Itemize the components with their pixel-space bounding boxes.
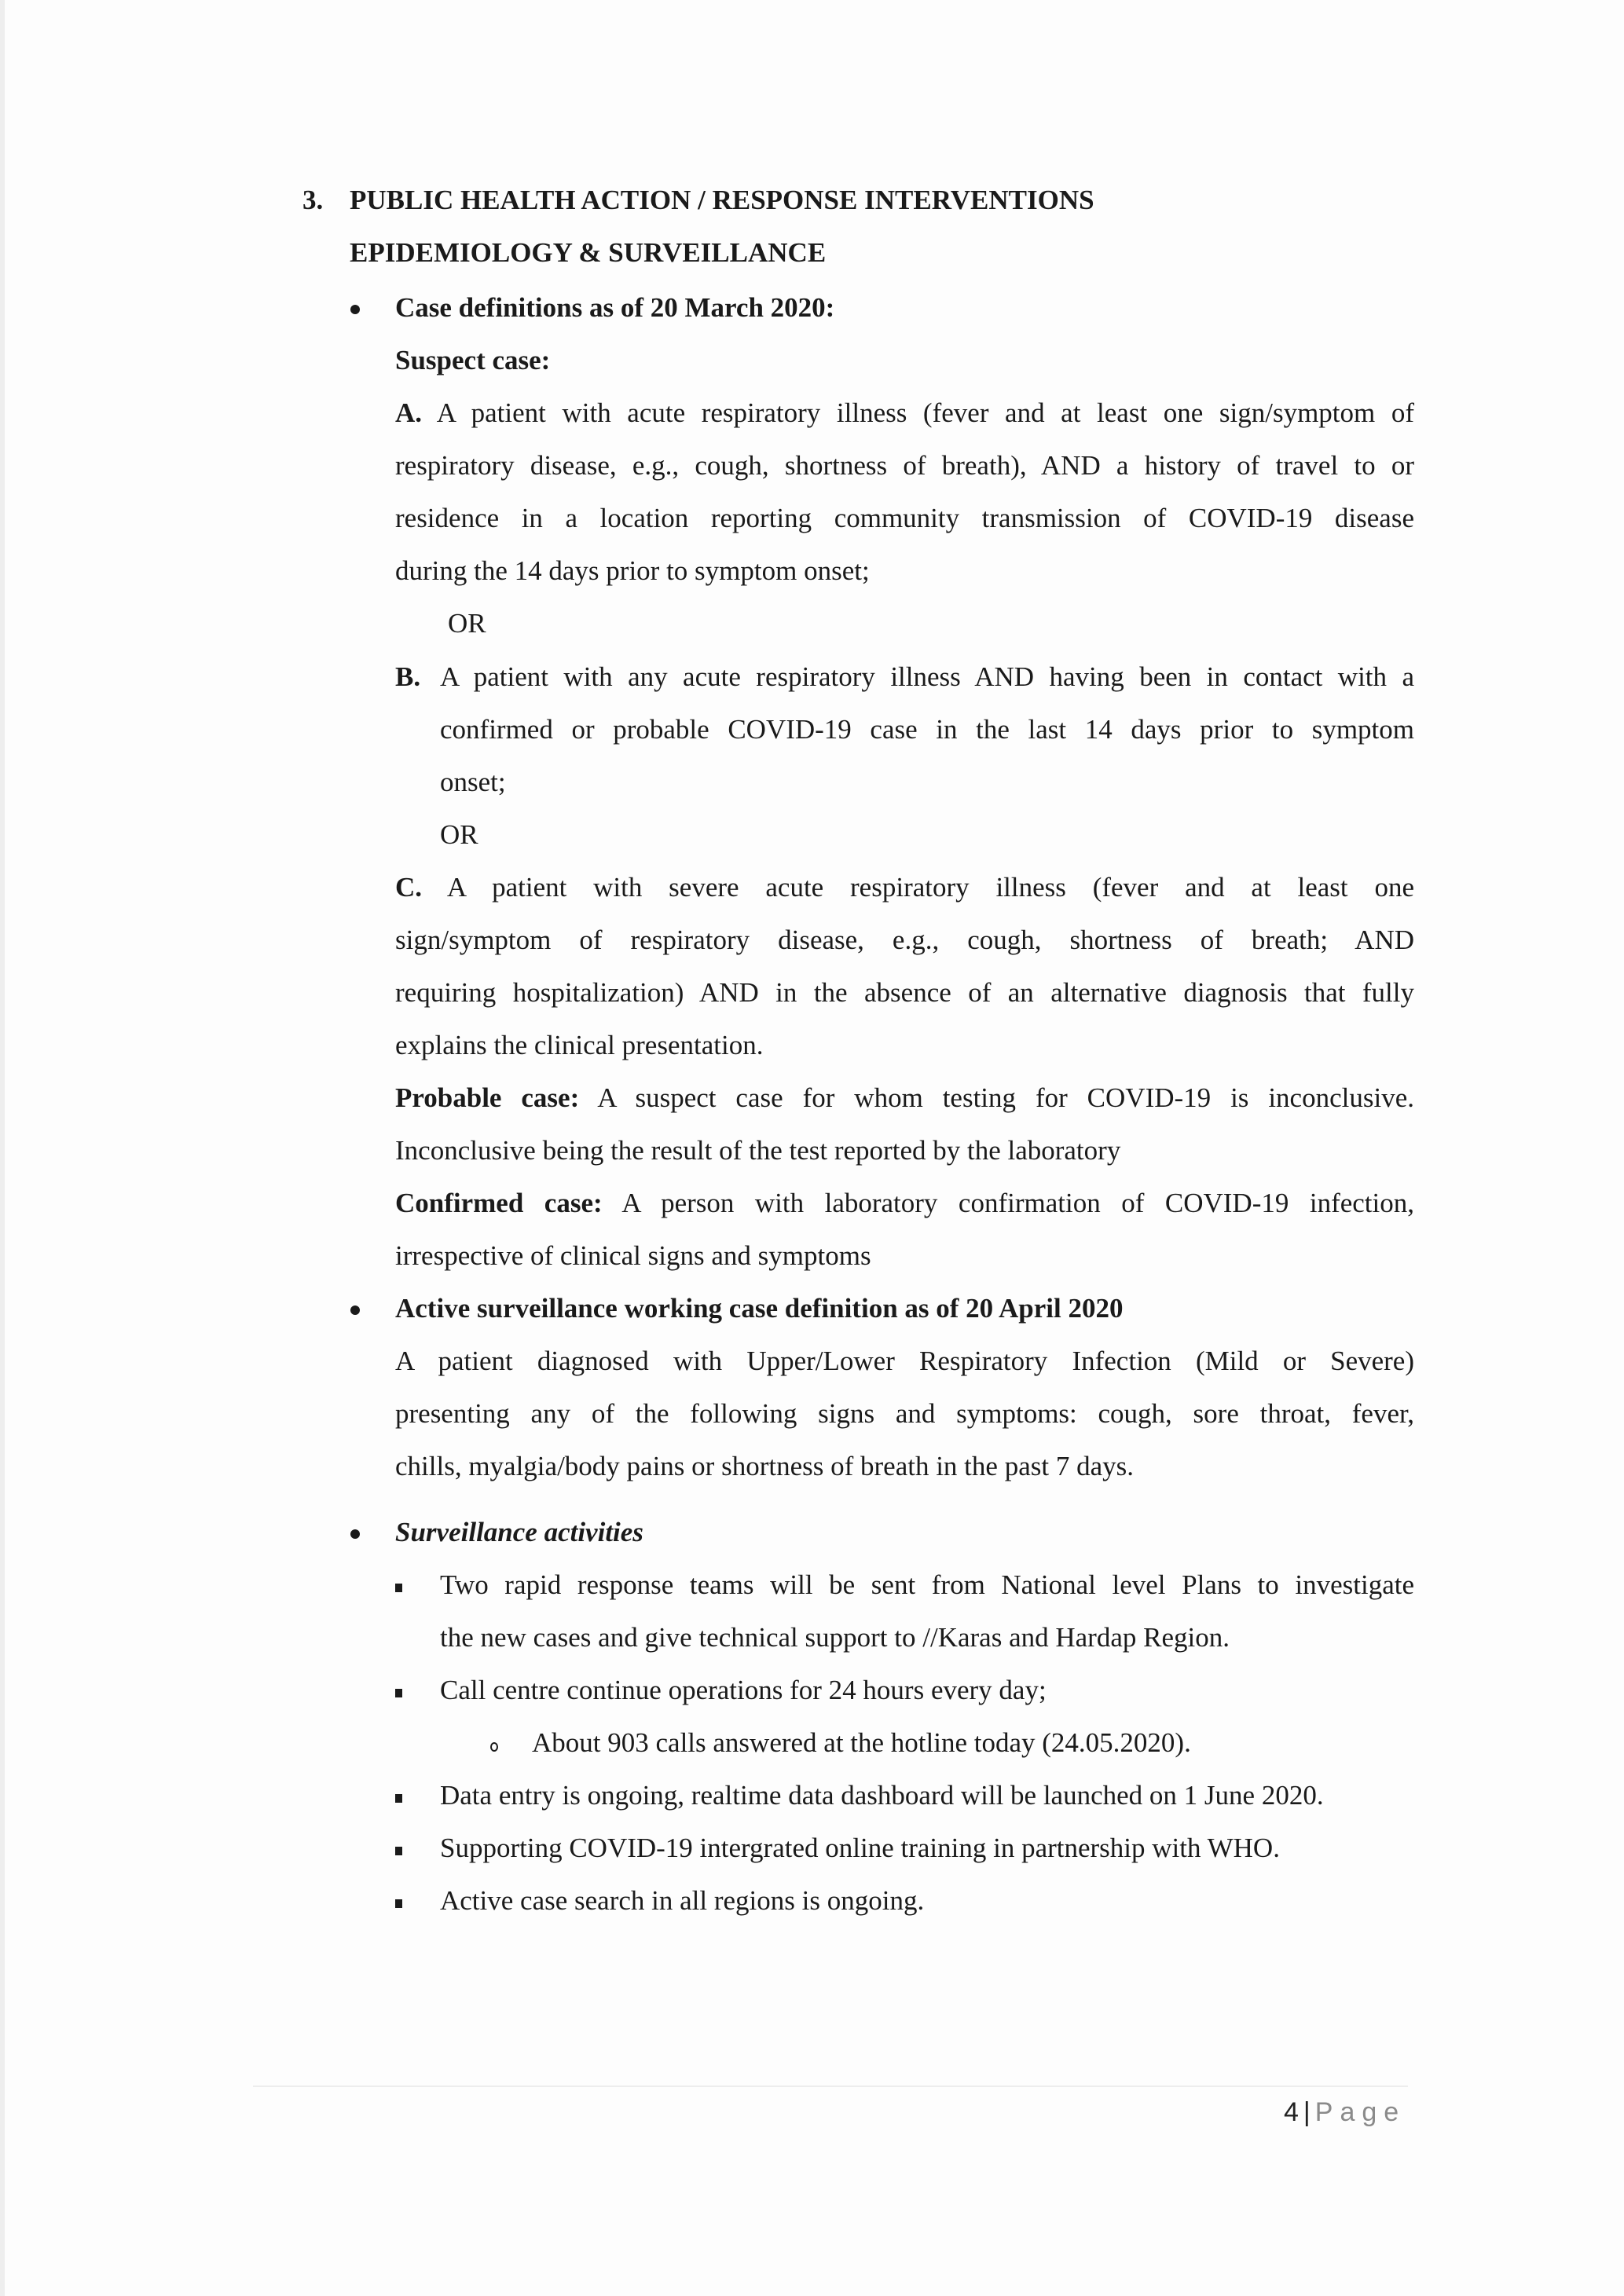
probable-case-line: Inconclusive being the result of the test reported by the laboratory: [395, 1135, 1121, 1166]
bullet-icon: [350, 1529, 360, 1539]
active-surveillance-heading: Active surveillance working case definition as of 20 April 2020: [395, 1293, 1124, 1324]
footer-divider: [253, 2085, 1408, 2087]
definition-b-line: A patient with any acute respiratory illness AND having been in contact with a: [440, 661, 1414, 692]
active-surveillance-line: chills, myalgia/body pains or shortness of breath in the past 7 days.: [395, 1451, 1134, 1481]
definition-a-line: respiratory disease, e.g., cough, shortness of breath), AND a history of travel to or: [395, 450, 1414, 481]
probable-case-line: Probable case: A suspect case for whom testing for COVID-19 is inconclusive.: [395, 1082, 1414, 1113]
activity-item: Supporting COVID-19 intergrated online training in partnership with WHO.: [440, 1833, 1280, 1863]
activity-item: Data entry is ongoing, realtime data dashboard will be launched on 1 June 2020.: [440, 1780, 1324, 1811]
definition-a-line: residence in a location reporting community transmission of COVID-19 disease: [395, 503, 1414, 533]
definition-c-line: sign/symptom of respiratory disease, e.g., cough, shortness of breath; AND: [395, 925, 1414, 955]
square-bullet-icon: [395, 1899, 402, 1908]
definition-a-line: A. A patient with acute respiratory illness (fever and at least one sign/symptom of: [395, 397, 1414, 428]
page-number: 4: [1284, 2097, 1299, 2127]
section-title: PUBLIC HEALTH ACTION / RESPONSE INTERVENTIONS: [350, 185, 1094, 215]
section-number: 3.: [302, 185, 324, 215]
activity-item: the new cases and give technical support to //Karas and Hardap Region.: [440, 1622, 1230, 1653]
activity-item: Call centre continue operations for 24 hours every day;: [440, 1675, 1047, 1705]
square-bullet-icon: [395, 1584, 402, 1592]
definition-a-marker: A.: [395, 397, 423, 428]
case-definitions-heading: Case definitions as of 20 March 2020:: [395, 292, 835, 323]
or-separator: OR: [440, 819, 478, 850]
or-separator: OR: [448, 608, 486, 639]
square-bullet-icon: [395, 1689, 402, 1697]
definition-a-line: during the 14 days prior to symptom onset;: [395, 555, 870, 586]
probable-case-label: Probable case:: [395, 1082, 580, 1113]
activity-subitem: About 903 calls answered at the hotline today (24.05.2020).: [532, 1727, 1191, 1758]
definition-c-line: C. A patient with severe acute respiratory illness (fever and at least one: [395, 872, 1414, 903]
page-footer: [1284, 2095, 1406, 2129]
confirmed-case-line: irrespective of clinical signs and symptoms: [395, 1240, 871, 1271]
page-separator: |: [1303, 2097, 1311, 2127]
definition-b-line: onset;: [440, 767, 506, 797]
activity-item: Two rapid response teams will be sent from National level Plans to investigate: [440, 1569, 1414, 1600]
active-surveillance-line: presenting any of the following signs and symptoms: cough, sore throat, fever,: [395, 1398, 1414, 1429]
definition-c-marker: C.: [395, 872, 423, 903]
definition-c-line: explains the clinical presentation.: [395, 1030, 764, 1060]
definition-b-marker: B.: [395, 661, 421, 692]
square-bullet-icon: [395, 1794, 402, 1803]
square-bullet-icon: [395, 1847, 402, 1855]
confirmed-case-label: Confirmed case:: [395, 1188, 603, 1218]
surveillance-activities-heading: Surveillance activities: [395, 1517, 643, 1547]
activity-item: Active case search in all regions is ongoing.: [440, 1885, 925, 1916]
scan-page-edge: [0, 0, 5, 2296]
section-subtitle: EPIDEMIOLOGY & SURVEILLANCE: [350, 237, 827, 268]
page-label: Page: [1314, 2097, 1406, 2127]
bullet-icon: [350, 305, 360, 314]
circle-bullet-icon: [490, 1742, 498, 1752]
confirmed-case-line: Confirmed case: A person with laboratory confirmation of COVID-19 infection,: [395, 1188, 1414, 1218]
suspect-case-label: Suspect case:: [395, 345, 551, 375]
active-surveillance-line: A patient diagnosed with Upper/Lower Respiratory Infection (Mild or Severe): [395, 1346, 1414, 1376]
definition-c-line: requiring hospitalization) AND in the absence of an alternative diagnosis that fully: [395, 977, 1414, 1008]
definition-b-line: confirmed or probable COVID-19 case in the last 14 days prior to symptom: [440, 714, 1414, 745]
bullet-icon: [350, 1305, 360, 1315]
